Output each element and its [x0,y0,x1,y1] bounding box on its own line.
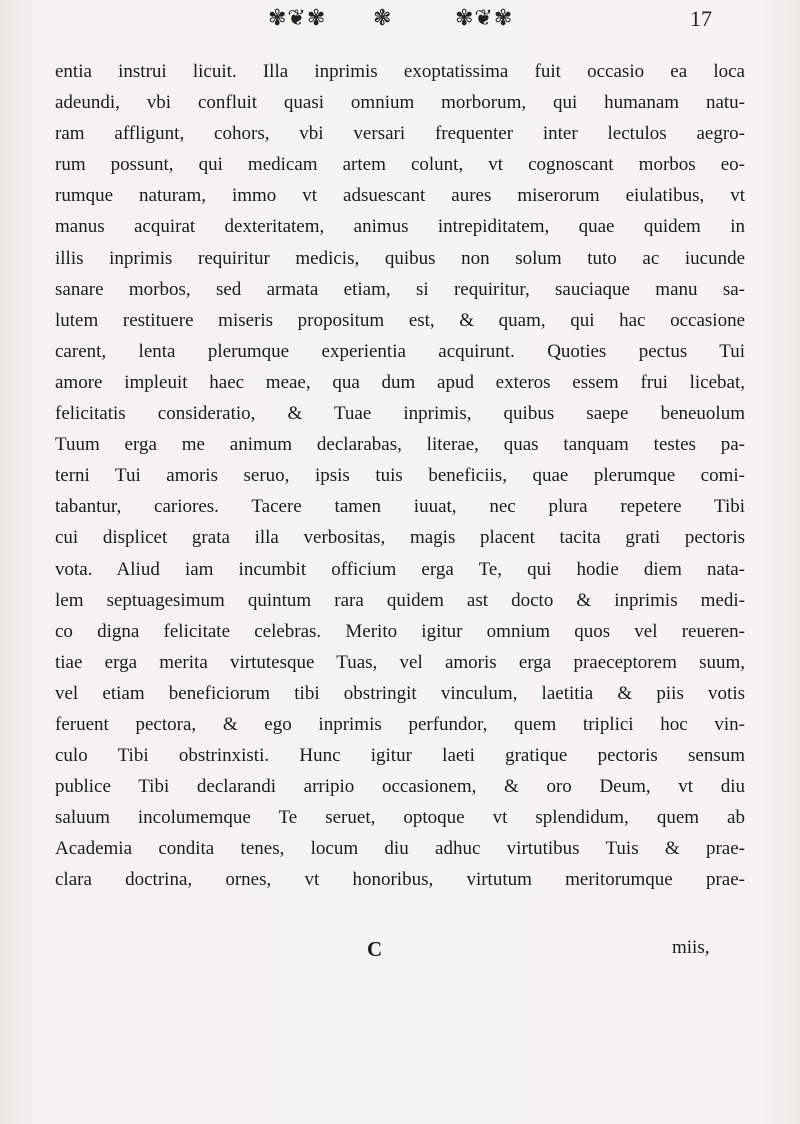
text-line: vota. Aliud iam incumbit officium erga Te, qui hodie diem nata- [55,558,745,580]
text-line: co digna felicitate celebras. Merito igitur omnium quos vel reueren- [55,620,745,642]
text-line: Tuum erga me animum declarabas, literae, quas tanquam testes pa- [55,434,745,456]
text-line: culo Tibi obstrinxisti. Hunc igitur laeti gratique pectoris sensum [55,745,745,767]
text-line: carent, lenta plerumque experientia acquirunt. Quoties pectus Tui [55,340,745,362]
text-line: feruent pectora, & ego inprimis perfundor, quem triplici hoc vin- [55,713,745,735]
text-line: clara doctrina, ornes, vt honoribus, virtutum meritorumque prae- [55,869,745,891]
text-line: ram affligunt, cohors, vbi versari frequenter inter lectulos aegro- [55,123,745,145]
page-number: 17 [690,6,712,31]
text-line: lutem restituere miseris propositum est, & quam, qui hac occasione [55,309,745,331]
text-line: saluum incolumemque Te seruet, optoque vt splendidum, quem ab [55,807,745,829]
text-line: rum possunt, qui medicam artem colunt, vt cognoscant morbos eo- [55,154,745,176]
text-line: tiae erga merita virtutesque Tuas, vel amoris erga praeceptorem suum, [55,651,745,673]
text-line: vel etiam beneficiorum tibi obstringit vinculum, laetitia & piis votis [55,682,745,704]
signature-mark: C [367,937,383,961]
text-line: adeundi, vbi confluit quasi omnium morborum, qui humanam natu- [55,92,745,114]
ornament-center-icon: ❃ [373,6,393,31]
text-line: entia instrui licuit. Illa inprimis exoptatissima fuit occasio ea loca [55,61,745,82]
text-line: Academia condita tenes, locum diu adhuc virtutibus Tuis & prae- [55,838,745,860]
text-line: rumque naturam, immo vt adsuescant aures miserorum eiulatibus, vt [55,185,745,207]
text-line: amore impleuit haec meae, qua dum apud exteros essem frui licebat, [55,371,745,393]
text-line: terni Tui amoris seruo, ipsis tuis beneficiis, quae plerumque comi- [55,465,745,487]
header-ornaments [0,6,800,36]
text-line: manus acquirat dexteritatem, animus intrepiditatem, quae quidem in [55,216,745,238]
text-line: publice Tibi declarandi arripio occasionem, & oro Deum, vt diu [55,776,745,798]
text-line: sanare morbos, sed armata etiam, si requiritur, sauciaque manu sa- [55,278,745,300]
text-line: tabantur, cariores. Tacere tamen iuuat, nec plura repetere Tibi [55,496,745,518]
ornament-left-icon: ✾❦✾ [268,6,327,31]
page-footer [0,937,800,967]
text-line: lem septuagesimum quintum rara quidem ast docto & inprimis medi- [55,589,745,611]
text-line: cui displicet grata illa verbositas, magis placent tacita grati pectoris [55,527,745,549]
text-line: illis inprimis requiritur medicis, quibus non solum tuto ac iucunde [55,247,745,269]
text-line: felicitatis consideratio, & Tuae inprimis, quibus saepe beneuolum [55,403,745,425]
body-text [55,56,745,896]
ornament-right-icon: ✾❦✾ [455,6,514,31]
catchword: miis, [672,937,710,958]
